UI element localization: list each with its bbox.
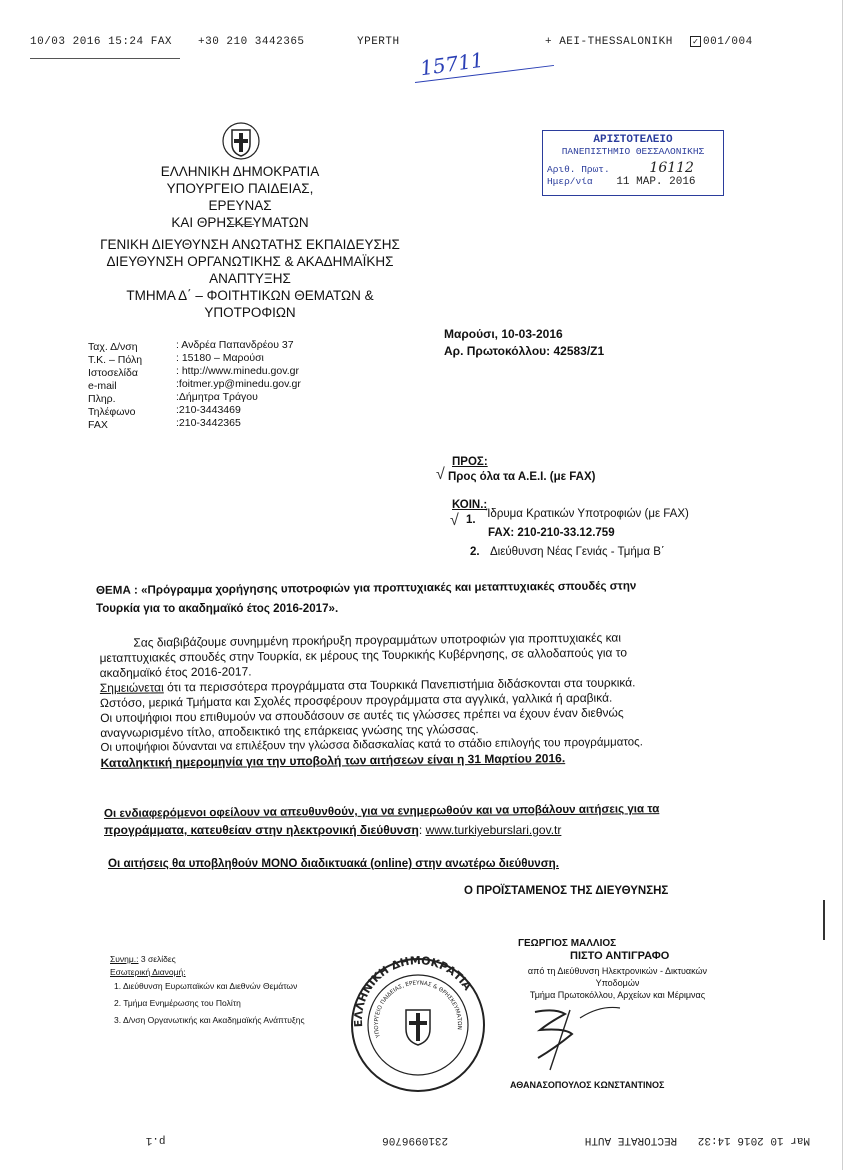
bottom-fax-line (50, 1128, 810, 1146)
deadline: Καταληκτική ημερομηνία για την υποβολή των αιτήσεων είναι η 31 Μαρτίου 2016. (100, 751, 566, 770)
cc-item-1-fax: FAX: 210-210-33.12.759 (488, 527, 615, 539)
directorate: ΔΙΕΥΘΥΝΣΗ ΟΡΓΑΝΩΤΙΚΗΣ & ΑΚΑΔΗΜΑΪΚΗΣ (106, 254, 394, 269)
fax-value: :210-3442365 (176, 417, 241, 429)
coat-of-arms-icon (222, 120, 260, 162)
ministry-name: ΥΠΟΥΡΓΕΙΟ ΠΑΙΔΕΙΑΣ, ΕΡΕΥΝΑΣ (166, 181, 314, 213)
contact-label: Πληρ. (88, 393, 116, 405)
department-2: ΥΠΟΤΡΟΦΙΩΝ (204, 305, 296, 320)
enclosures-value: 3 σελίδες (138, 954, 176, 964)
contact-person-value: :Δήμητρα Τράγου (176, 391, 258, 403)
fax-header-number: +30 210 3442365 (198, 36, 305, 48)
contact-label: Ταχ. Δ/νση (88, 341, 138, 353)
stamp-prot-label: Αριθ. Πρωτ. (547, 164, 610, 175)
fax-header-datetime: 10/03 2016 15:24 FAX (30, 36, 173, 48)
fax-header-recipient: + AEI-THESSALONIKH (545, 36, 673, 48)
stamp-line2: ΠΑΝΕΠΙΣΤΗΜΙΟ ΘΕΣΣΑΛΟΝΙΚΗΣ (561, 146, 705, 157)
note-line3: Οι υποψήφιοι που επιθυμούν να σπουδάσουν σε αυτές τις γλώσσες πρέπει να έχουν έναν διεθνώς (100, 705, 624, 725)
signature-title: Ο ΠΡΟΪΣΤΑΜΕΝΟΣ ΤΗΣ ΔΙΕΥΘΥΝΣΗΣ (464, 885, 669, 897)
ministry-seal (348, 955, 488, 1095)
colon: : (418, 823, 426, 837)
bottom-fax-datetime: Mar 10 2016 14:32 (697, 1134, 810, 1146)
check-mark-icon: √ (450, 512, 459, 529)
contact-label: Τηλέφωνο (88, 406, 136, 418)
body-paragraph-1 (99, 630, 643, 771)
note-label: Σημειώνεται (99, 680, 164, 696)
signature-scribble (510, 1000, 630, 1080)
certified-line3: Τμήμα Πρωτοκόλλου, Αρχείων και Μέριμνας (529, 990, 706, 1000)
header-rule (30, 58, 180, 59)
internal-item-3: 3. Δ/νση Οργανωτικής και Ακαδημαϊκής Ανάπτυξης (114, 1015, 305, 1025)
ministry-divider (228, 224, 254, 225)
contact-label: FAX (88, 419, 108, 431)
website-value: : http://www.minedu.gov.gr (176, 365, 299, 377)
page-edge-mark (823, 900, 825, 940)
note-line2: Ωστόσο, μερικά Τμήματα και Σχολές προσφέρουν προγράμματα στα αγγλικά, γαλλικά ή αραβικά. (99, 690, 613, 710)
certified-copy-title: ΠΙΣΤΟ ΑΝΤΙΓΡΑΦΟ (570, 950, 670, 962)
svg-text:ΕΛΛΗΝΙΚΗ ΔΗΜΟΚΡΑΤΙΑ: ΕΛΛΗΝΙΚΗ ΔΗΜΟΚΡΑΤΙΑ (351, 955, 475, 1028)
note-line1: ότι τα περισσότερα προγράμματα στα Τουρκικά Πανεπιστήμια διδάσκονται στα τουρκικά. (163, 675, 636, 695)
address-value: : Ανδρέα Παπανδρέου 37 (176, 339, 294, 351)
protocol-number: Αρ. Πρωτοκόλλου: 42583/Ζ1 (444, 344, 605, 358)
internal-item-2: 2. Τμήμα Ενημέρωσης του Πολίτη (114, 998, 241, 1008)
certifier-name: ΑΘΑΝΑΣΟΠΟΥΛΟΣ ΚΩΝΣΤΑΝΤΙΝΟΣ (510, 1080, 665, 1090)
cc-item-1: Ίδρυμα Κρατικών Υποτροφιών (με FAX) (486, 508, 689, 520)
page-edge-line (842, 0, 843, 1170)
email-value: :foitmer.yp@minedu.gov.gr (176, 378, 301, 390)
svg-text:ΥΠΟΥΡΓΕΙΟ ΠΑΙΔΕΙΑΣ, ΕΡΕΥΝΑΣ &: ΥΠΟΥΡΓΕΙΟ ΠΑΙΔΕΙΑΣ, ΕΡΕΥΝΑΣ & ΘΡΗΣΚΕΥΜΑΤΩΝ (373, 980, 463, 1039)
check-mark-icon: √ (436, 466, 445, 483)
online-note: Οι αιτήσεις θα υποβληθούν ΜΟΝΟ διαδικτυακά (online) στην ανωτέρω διεύθυνση. (108, 857, 559, 870)
bottom-fax-page: p.1 (145, 1134, 166, 1146)
directorate-2: ΑΝΑΠΤΥΞΗΣ (209, 271, 291, 286)
place-date: Μαρούσι, 10-03-2016 (444, 327, 563, 341)
subject-line-1: ΘΕΜΑ : «Πρόγραμμα χορήγησης υποτροφιών για προπτυχιακές και μεταπτυχιακές σπουδές στην (95, 579, 637, 597)
fax-header-sender: YPERTH (357, 36, 400, 48)
cc-item-1-number: 1. (466, 514, 476, 526)
stamp-line1: ΑΡΙΣΤΟΤΕΛΕΙΟ (593, 134, 673, 146)
cc-label: ΚΟΙΝ.: (452, 499, 488, 511)
phone-value: :210-3443469 (176, 404, 241, 416)
receipt-stamp (542, 130, 724, 196)
body-p1-line2: μεταπτυχιακές σπουδές στην Τουρκία, εκ μέρους της Τουρκικής Κυβέρνησης, σε αλλοδαπούς για το (99, 645, 628, 666)
contact-label: Ιστοσελίδα (88, 367, 138, 379)
enclosures-label: Συνημ.: (110, 954, 139, 964)
contact-label: e-mail (88, 380, 117, 392)
general-directorate: ΓΕΝΙΚΗ ΔΙΕΥΘΥΝΣΗ ΑΝΩΤΑΤΗΣ ΕΚΠΑΙΔΕΥΣΗΣ (100, 237, 400, 252)
ministry-name-2: ΚΑΙ ΘΡΗΣΚΕΥΜΑΤΩΝ (171, 215, 309, 230)
ministry-republic: ΕΛΛΗΝΙΚΗ ΔΗΜΟΚΡΑΤΙΑ (160, 164, 320, 179)
body-p1-line1: Σας διαβιβάζουμε συνημμένη προκήρυξη προγραμμάτων υποτροφιών για προπτυχιακές και (133, 630, 622, 650)
contact-instruction-text: προγράμματα, κατευθείαν στην ηλεκτρονική διεύθυνση (104, 823, 419, 837)
stamp-prot-value: 16112 (649, 160, 694, 176)
scholarship-url-link[interactable]: www.turkiyeburslari.gov.tr (425, 823, 562, 837)
handwritten-number: 15711 (418, 47, 485, 81)
stamp-date-value: 11 ΜΑΡ. 2016 (616, 176, 696, 188)
contact-instruction-1: Οι ενδιαφερόμενοι οφείλουν να απευθυνθούν, για να ενημερωθούν και να υποβάλουν αιτήσεις για τα (103, 802, 660, 820)
contact-values (176, 339, 416, 430)
fax-mark-icon: ✓ (690, 36, 701, 47)
cc-item-2-number: 2. (470, 546, 480, 558)
department: ΤΜΗΜΑ Δ΄ – ΦΟΙΤΗΤΙΚΩΝ ΘΕΜΑΤΩΝ & (126, 288, 374, 303)
note-line4: αναγνωρισμένο τίτλο, αποδεικτικό της επάρκειας γνώσης της γλώσσας. (100, 722, 479, 740)
certified-line2: Υποδομών (595, 978, 640, 988)
internal-distribution-label: Εσωτερική Διανομή: (110, 967, 186, 977)
internal-item-1: 1. Διεύθυνση Ευρωπαϊκών και Διεθνών Θεμάτων (114, 981, 298, 991)
signatory-name: ΓΕΩΡΓΙΟΣ ΜΑΛΛΙΟΣ (518, 938, 617, 949)
bottom-fax-number: 2310996706 (382, 1134, 449, 1146)
note-line5: Οι υποψήφιοι δύνανται να επιλέξουν την γλώσσα διδασκαλίας κατά το στάδιο επιλογής του προγράμματος. (100, 736, 643, 754)
to-label: ΠΡΟΣ: (452, 456, 488, 468)
subject-line-2: Τουρκία για το ακαδημαϊκό έτος 2016-2017». (96, 602, 339, 615)
certified-line1: από τη Διεύθυνση Ηλεκτρονικών - Δικτυακών (527, 966, 708, 976)
fax-header-page: 001/004 (703, 36, 753, 48)
contact-instruction-2 (104, 823, 561, 838)
bottom-fax-name: RECTORATE AUTH (584, 1134, 678, 1146)
body-p1-line3: ακαδημαϊκό έτος 2016-2017. (99, 664, 252, 681)
to-value: Προς όλα τα Α.Ε.Ι. (με FAX) (448, 471, 596, 483)
postcode-value: : 15180 – Μαρούσι (176, 352, 264, 364)
cc-item-2: Διεύθυνση Νέας Γενιάς - Τμήμα Β΄ (490, 546, 665, 558)
contact-label: Τ.Κ. – Πόλη (88, 354, 143, 366)
stamp-date-label: Ημερ/νία (547, 176, 593, 187)
